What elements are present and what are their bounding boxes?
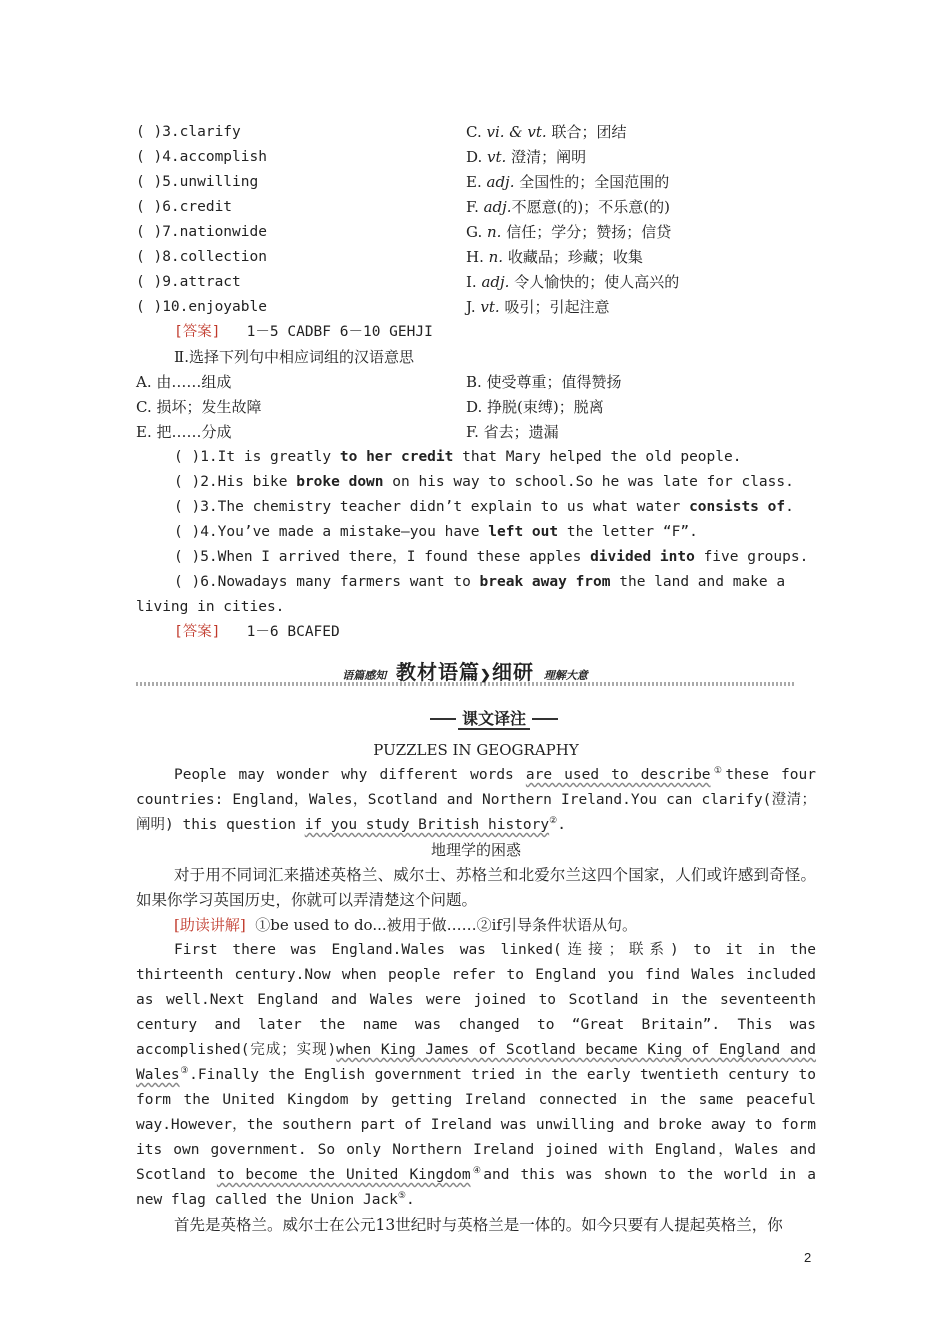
phrase-bold: break away from xyxy=(479,574,611,590)
option-row xyxy=(136,420,816,445)
option-row xyxy=(136,395,816,420)
banner-left: 语篇感知 xyxy=(342,669,387,682)
matching-row xyxy=(136,220,816,245)
matching-row xyxy=(136,245,816,270)
matching-row xyxy=(136,295,816,320)
banner-right: 理解大意 xyxy=(543,669,588,682)
definition-item: J. vt. 吸引；引起注意 xyxy=(466,298,610,316)
definition-item: G. n. 信任；学分；赞扬；信贷 xyxy=(466,223,672,241)
answer-text: 1－5 CADBF 6－10 GEHJI xyxy=(246,324,433,340)
sentence-list xyxy=(136,445,816,595)
sentence-item: ( )3.The chemistry teacher didn’t explain to us what water consists of. xyxy=(174,499,794,515)
title-cn: 地理学的困惑 xyxy=(430,841,521,859)
sentence-item: ( )5.When I arrived there，I found these apples divided into five groups. xyxy=(174,549,809,565)
sentence-item: ( )6.Nowadays many farmers want to break away from the land and make a xyxy=(174,574,786,590)
answer-label: [答案] xyxy=(174,624,221,640)
sentence-item: ( )2.His bike broke down on his way to school.So he was late for class. xyxy=(174,474,794,490)
matching-row xyxy=(136,145,816,170)
options-list xyxy=(136,370,816,445)
section-banner xyxy=(136,656,794,692)
matching-row xyxy=(136,270,816,295)
option-item: A. 由……组成 xyxy=(136,373,232,391)
reading-section xyxy=(136,738,816,1238)
phrase-bold: left out xyxy=(488,524,559,540)
answer-text: 1－6 BCAFED xyxy=(246,624,340,640)
word-item: ( )6.credit xyxy=(136,199,233,215)
phrase-bold: to her credit xyxy=(339,449,454,465)
definition-item: C. vi. & vt. 联合；团结 xyxy=(466,123,627,141)
word-item: ( )10.enjoyable xyxy=(136,299,267,315)
phrase-bold: consists of xyxy=(689,499,786,515)
option-item: F. 省去；遗漏 xyxy=(466,423,559,441)
matching-row xyxy=(136,170,816,195)
phrase-bold: broke down xyxy=(296,474,384,490)
option-item: C. 损坏；发生故障 xyxy=(136,398,262,416)
option-item: B. 使受尊重；值得赞扬 xyxy=(466,373,622,391)
document-page xyxy=(136,120,816,645)
matching-row xyxy=(136,195,816,220)
paragraph-2: First there was England.Wales was linked(连接；联系) to it in the thirteenth century.Now when people refer to England you find Wales included as well.Next England and Wales were joined to Scotland in the seventeenth century and later the name was changed to “Great Britain”. This was accomplished(完成；实现)when King James of Scotland became King of England and Wales③.Finally the English government tried in the early twentieth century to form the United Kingdom by getting Ireland connected in the same peaceful way.However，the southern part of Ireland was unwilling and broke away to form its own government. So only Northern Ireland joined with England，Wales and Scotland to become the United Kingdom④and this was shown to the world in a new flag called the Union Jack⑤. xyxy=(136,942,817,1208)
section-2-title: Ⅱ.选择下列句中相应词组的汉语意思 xyxy=(174,348,414,366)
section-tag: 课文译注 xyxy=(430,708,558,730)
answer-2 xyxy=(136,620,816,645)
definition-item: I. adj. 令人愉快的；使人高兴的 xyxy=(466,273,680,291)
title-en: PUZZLES IN GEOGRAPHY xyxy=(373,741,579,759)
answer-label: [答案] xyxy=(174,324,221,340)
paragraph-1: People may wonder why different words are used to describe①these four countries: England，Wales，Scotland and Northern Ireland.You can clarify(澄清；阐明) this question if you study British history②. xyxy=(136,766,816,833)
matching-list xyxy=(136,120,816,320)
paragraph-2-cn: 首先是英格兰。威尔士在公元13世纪时与英格兰是一体的。如今只要有人提起英格兰，你 xyxy=(174,1216,783,1234)
arrow-icon: ❯ xyxy=(480,668,492,683)
matching-row xyxy=(136,120,816,145)
word-item: ( )8.collection xyxy=(136,249,267,265)
option-item: D. 挣脱(束缚)；脱离 xyxy=(466,398,604,416)
page-number: 2 xyxy=(804,1250,812,1265)
word-item: ( )3.clarify xyxy=(136,124,241,140)
word-item: ( )9.attract xyxy=(136,274,241,290)
option-row xyxy=(136,370,816,395)
definition-item: D. vt. 澄清；阐明 xyxy=(466,148,587,166)
word-item: ( )7.nationwide xyxy=(136,224,267,240)
definition-item: F. adj.不愿意(的)；不乐意(的) xyxy=(466,198,670,216)
reading-note: [助读讲解] ①be used to do...被用于做……②if引导条件状语从句。 xyxy=(174,916,637,934)
definition-item: E. adj. 全国性的；全国范围的 xyxy=(466,173,670,191)
sentence-6-continued: living in cities. xyxy=(136,599,285,615)
paragraph-1-cn: 对于用不同词汇来描述英格兰、威尔士、苏格兰和北爱尔兰这四个国家，人们或许感到奇怪。如果你学习英国历史，你就可以弄清楚这个问题。 xyxy=(136,866,816,909)
word-item: ( )4.accomplish xyxy=(136,149,267,165)
word-item: ( )5.unwilling xyxy=(136,174,259,190)
sentence-item: ( )4.You’ve made a mistake—you have left out the letter “F”. xyxy=(174,524,698,540)
option-item: E. 把……分成 xyxy=(136,423,232,441)
phrase-bold: divided into xyxy=(590,549,695,565)
answer-1 xyxy=(136,320,816,345)
definition-item: H. n. 收藏品；珍藏；收集 xyxy=(466,248,643,266)
sentence-item: ( )1.It is greatly to her credit that Mary helped the old people. xyxy=(174,449,742,465)
banner-main: 教材语篇❯细研 xyxy=(396,660,534,684)
